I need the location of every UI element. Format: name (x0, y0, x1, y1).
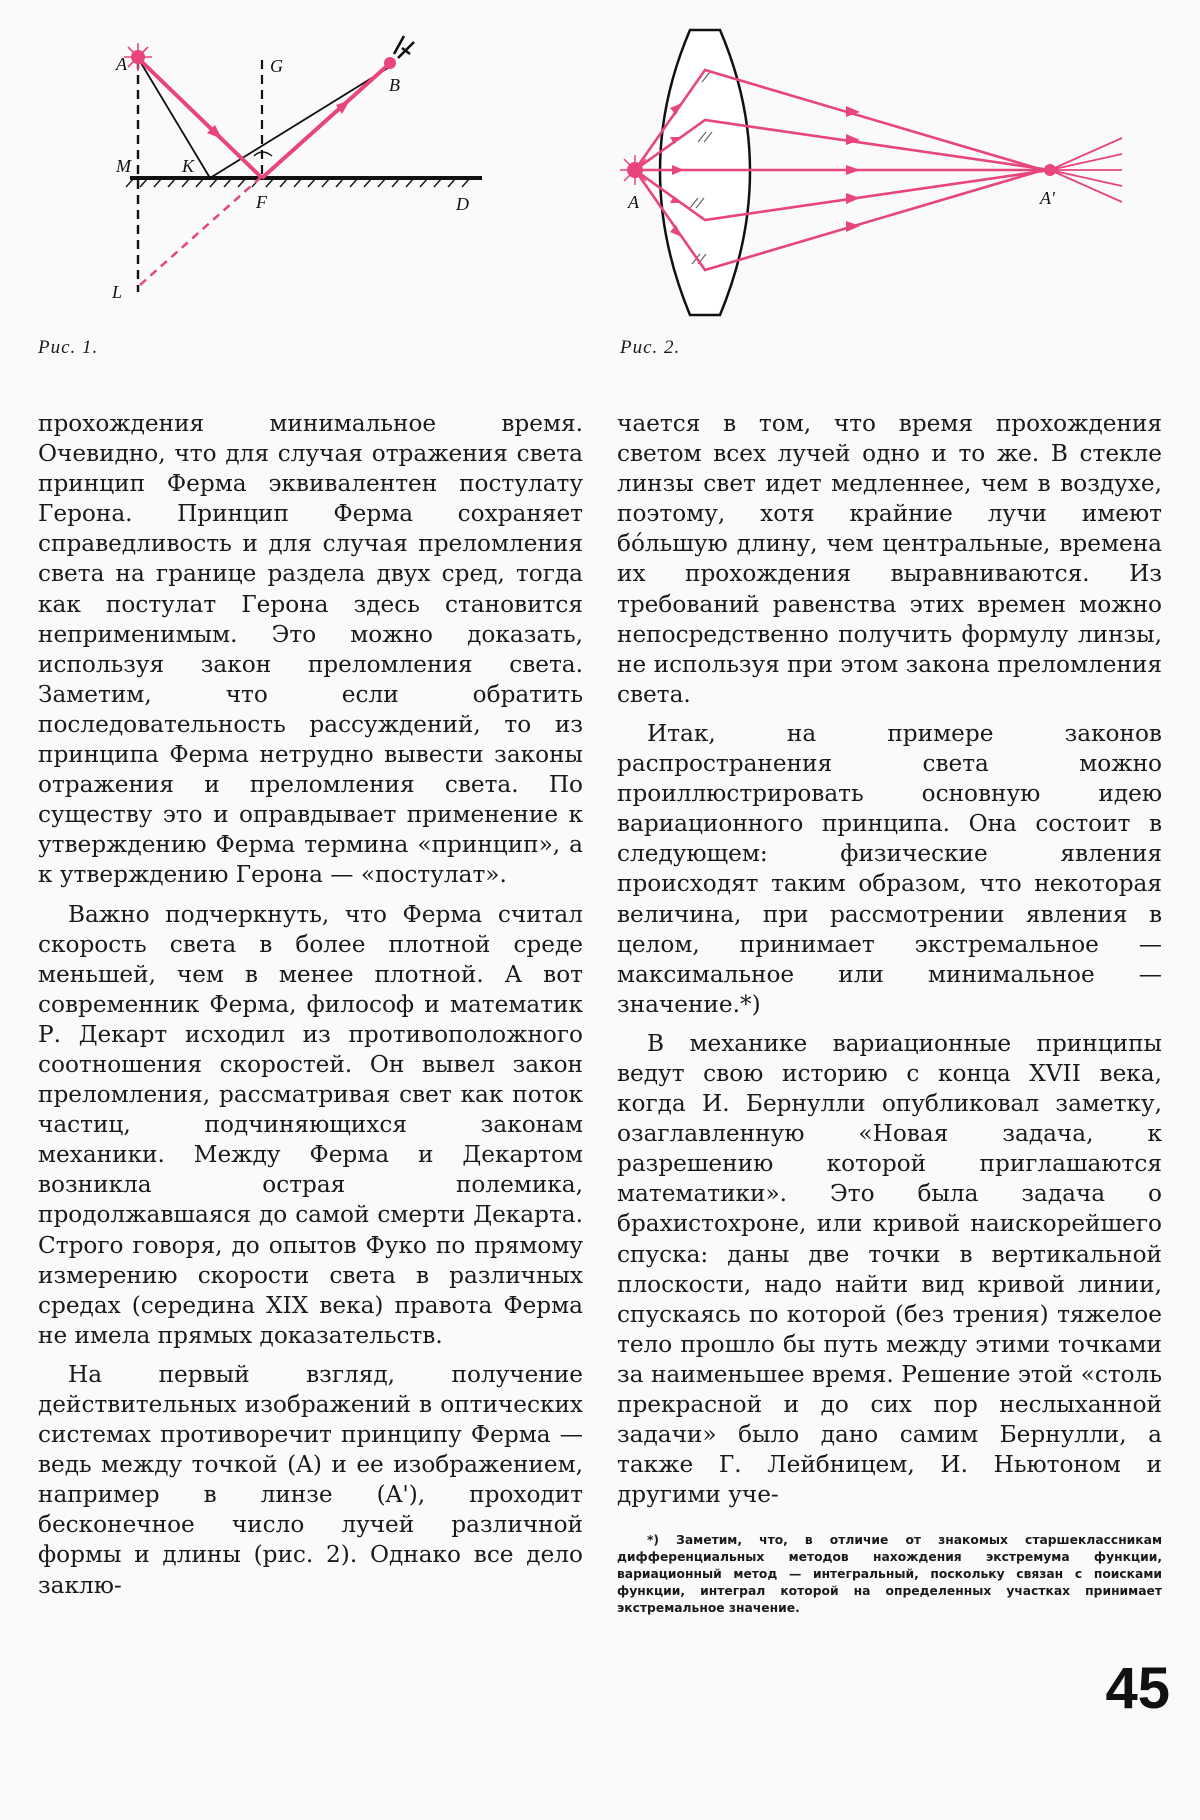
label-k: K (182, 156, 195, 176)
footnote (617, 1532, 1162, 1617)
label-f: F (256, 192, 267, 212)
paragraph: На первый взгляд, получение действительных изображений в оптических системах противоречит принципу Ферма — ведь между точкой (A) и ее изображением, например в линзе (A'), проходит бесконечное число лучей различной формы и длины (рис. 2). Однако все дело заклю- (38, 1360, 583, 1599)
left-column (38, 409, 583, 1610)
paragraph: Важно подчеркнуть, что Ферма считал скорость света в более плотной среде меньшей, чем в менее плотной. А вот современник Ферма, философ и математик Р. Декарт исходил из противоположного соотношения скоростей. Он вывел закон преломления, рассматривая свет как поток частиц, подчиняющихся законам механики. Между Ферма и Декартом возникла острая полемика, продолжавшаяся до самой смерти Декарта. Строго говоря, до опытов Фуко по прямому измерению скорости света в различных средах (середина XIX века) правота Ферма не имела прямых доказательств. (38, 900, 583, 1349)
label-a: A (116, 54, 127, 74)
label-d: D (456, 194, 469, 214)
paragraph: В механике вариационные принципы ведут свою историю с конца XVII века, когда И. Бернулли опубликовал заметку, озаглавленную «Новая задача, к разрешению которой приглашаются математики». Это была задача о брахистохроне, или кривой наискорейшего спуска: даны две точки в вертикальной плоскости, надо найти вид кривой линии, спускаясь по которой (без трения) тяжелое тело прошло бы путь между этими точками за наименьшее время. Решение этой «столь прекрасной и до сих пор неслыханной задачи» было дано самим Бернулли, а также Г. Лейбницем, И. Ньютоном и другими уче- (617, 1029, 1162, 1509)
label-b: B (389, 75, 400, 95)
label-m: M (116, 156, 131, 176)
label-a: A (628, 192, 639, 212)
label-l: L (112, 282, 123, 302)
figure-1-reflection-diagram (110, 30, 510, 310)
paragraph: прохождения минимальное время. Очевидно, что для случая отражения света принцип Ферма эквивалентен постулату Герона. Принцип Ферма сохраняет справедливость и для случая преломления света на границе раздела двух сред, тогда как постулат Герона здесь становится неприменимым. Это можно доказать, используя закон преломления света. Заметим, что если обратить последовательность рассуждений, то из принципа Ферма нетрудно вывести законы отражения и преломления света. По существу это и оправдывает применение к утверждению Ферма термина «принцип», а к утверждению Герона — «постулат». (38, 410, 583, 889)
right-column (617, 409, 1162, 1519)
figure-2-caption: Рис. 2. (620, 337, 681, 358)
page-number: 45 (1105, 1656, 1170, 1721)
figure-1-caption: Рис. 1. (38, 337, 99, 358)
figure-2-lens-diagram (610, 20, 1130, 320)
label-a-prime: A' (1040, 188, 1055, 208)
paragraph: чается в том, что время прохождения светом всех лучей одно и то же. В стекле линзы свет идет медленнее, чем в воздухе, поэтому, хотя крайние лучи имеют бóльшую длину, чем центральные, времена их прохождения выравниваются. Из требований равенства этих времен можно непосредственно получить формулу линзы, не используя при этом закона преломления света. (617, 410, 1162, 708)
label-g: G (270, 56, 283, 76)
paragraph: Итак, на примере законов распространения света можно проиллюстрировать основную идею вариационного принципа. Она состоит в следующем: физические явления происходят таким образом, что некоторая величина, при рассмотрении явления в целом, принимает экстремальное — максимальное или минимальное — значение.*) (617, 719, 1162, 1018)
footnote-text: *) Заметим, что, в отличие от знакомых старшеклассникам дифференциальных методов нахождения экстремума функции, вариационный метод — интегральный, поскольку связан с поисками функции, интеграл которой на определенных участках принимает экстремальное значение. (617, 1533, 1162, 1615)
